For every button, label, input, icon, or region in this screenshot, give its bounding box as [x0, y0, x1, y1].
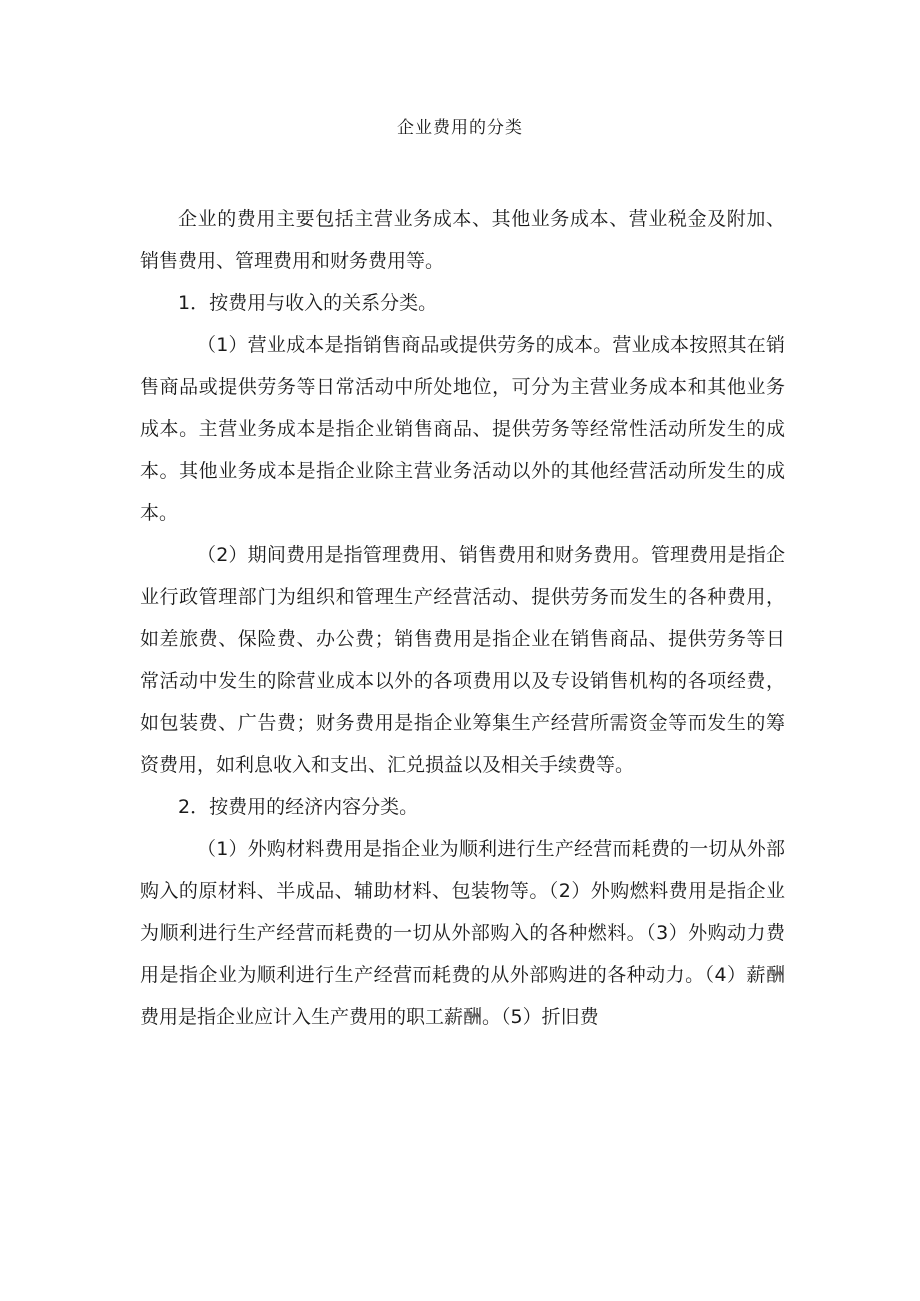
paragraph-heading-2: 2．按费用的经济内容分类。: [178, 796, 419, 818]
document-body: [140, 198, 785, 1038]
paragraph-period-expenses: （2）期间费用是指管理费用、销售费用和财务费用。管理费用是指企业行政管理部门为组织和管理生产经营活动、提供劳务而发生的各种费用，如差旅费、保险费、办公费；销售费用是指企业在销售商品、提供劳务等日常活动中发生的除营业成本以外的各项费用以及专设销售机构的各项经费，如包装费、广告费；财务费用是指企业筹集生产经营所需资金等而发生的筹资费用，如利息收入和支出、汇兑损益以及相关手续费等。: [140, 544, 785, 776]
paragraph-economic-content: （1）外购材料费用是指企业为顺利进行生产经营而耗费的一切从外部购入的原材料、半成品、辅助材料、包装物等。（2）外购燃料费用是指企业为顺利进行生产经营而耗费的一切从外部购入的各种燃料。（3）外购动力费用是指企业为顺利进行生产经营而耗费的从外部购进的各种动力。（4）薪酬费用是指企业应计入生产费用的职工薪酬。（5）折旧费: [140, 838, 785, 1028]
paragraph-operating-cost: （1）营业成本是指销售商品或提供劳务的成本。营业成本按照其在销售商品或提供劳务等日常活动中所处地位，可分为主营业务成本和其他业务成本。主营业务成本是指企业销售商品、提供劳务等经常性活动所发生的成本。其他业务成本是指企业除主营业务活动以外的其他经营活动所发生的成本。: [140, 334, 785, 524]
document-title: 企业费用的分类: [397, 118, 523, 138]
paragraph-intro: 企业的费用主要包括主营业务成本、其他业务成本、营业税金及附加、销售费用、管理费用和财务费用等。: [140, 208, 785, 272]
paragraph-heading-1: 1．按费用与收入的关系分类。: [178, 292, 438, 314]
